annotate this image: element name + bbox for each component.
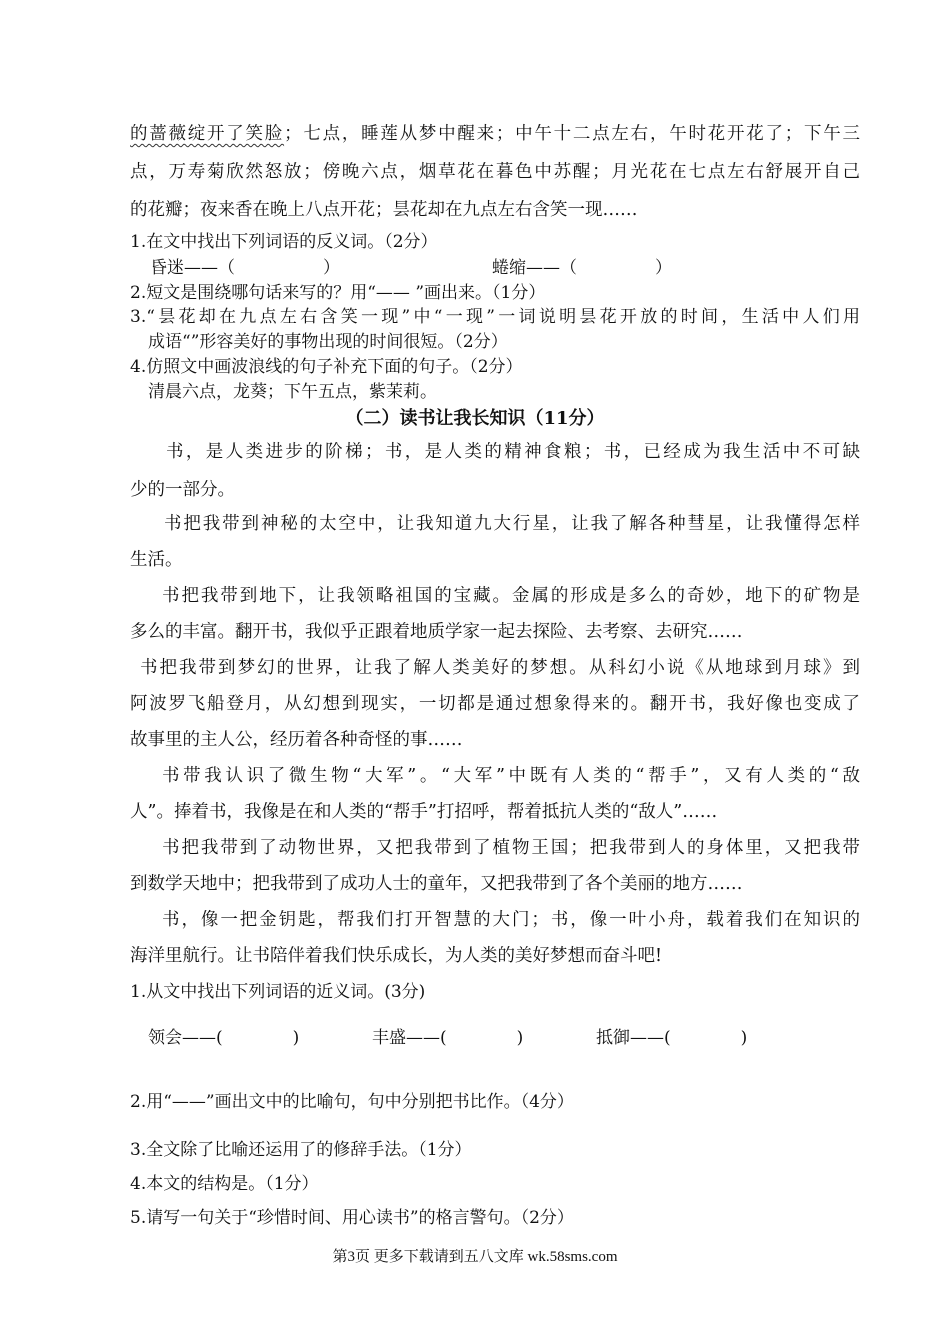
synonym-item-b: 丰盛——( ) [372,1028,524,1048]
question-1-2: 2.短文是围绕哪句话来写的？用“—— ”画出来。（1分） [130,283,546,303]
s2-para6-line1: 书把我带到了动物世界，又把我带到了植物王国；把我带到人的身体里，又把我带 [162,838,860,858]
s2-para3-line1: 书把我带到地下，让我领略祖国的宝藏。金属的形成是多么的奇妙，地下的矿物是 [162,586,860,606]
s2-para1-line1: 书，是人类进步的阶梯；书，是人类的精神食粮；书，已经成为我生活中不可缺 [166,442,860,462]
passage1-line1: 的蔷薇绽开了笑脸；七点，睡莲从梦中醒来；中午十二点左右，午时花开花了；下午三 [130,124,861,144]
passage1-line2: 点，万寿菊欣然怒放；傍晚六点，烟草花在暮色中苏醒；月光花在七点左右舒展开自己 [130,162,860,182]
s2-para7-line2: 海洋里航行。让书陪伴着我们快乐成长，为人类的美好梦想而奋斗吧! [130,946,663,966]
s2-para4-line1: 书把我带到梦幻的世界，让我了解人类美好的梦想。从科幻小说《从地球到月球》到 [140,658,860,678]
question-2-1: 1.从文中找出下列词语的近义词。(3分) [130,982,426,1002]
s2-para3-line2: 多么的丰富。翻开书，我似乎正跟着地质学家一起去探险、去考察、去研究…… [130,622,743,642]
antonym-item-b: 蜷缩——（ ） [492,258,672,278]
s2-para7-line1: 书，像一把金钥匙，帮我们打开智慧的大门；书，像一叶小舟，载着我们在知识的 [162,910,860,930]
s2-para2-line2: 生活。 [130,550,183,570]
page-footer: 第3页 更多下载请到五八文库 wk.58sms.com [332,1249,618,1265]
question-1-1: 1.在文中找出下列词语的反义词。（2分） [130,232,438,252]
synonym-item-a: 领会——( ) [148,1028,300,1048]
passage1-line3: 的花瓣；夜来香在晚上八点开花；昙花却在九点左右含笑一现…… [130,200,638,220]
s2-para5-line1: 书带我认识了微生物“大军”。“大军”中既有人类的“帮手”，又有人类的“敌 [162,766,860,786]
question-2-3: 3.全文除了比喻还运用了的修辞手法。（1分） [130,1140,472,1160]
question-2-2: 2.用“——”画出文中的比喻句，句中分别把书比作。（4分） [130,1092,574,1112]
question-1-3-line1: 3.“昙花却在九点左右含笑一现”中“一现”一词说明昙花开放的时间，生活中人们用 [130,307,860,327]
question-2-4: 4.本文的结构是。（1分） [130,1174,319,1194]
wavy-underlined-sentence: 的蔷薇绽开了笑脸 [130,124,285,144]
section-2-title: （二）读书让我长知识（11分） [345,408,605,429]
question-2-5: 5.请写一句关于“珍惜时间、用心读书”的格言警句。（2分） [130,1208,574,1228]
question-1-4-prompt: 清晨六点，龙葵；下午五点，紫茉莉。 [148,382,437,402]
question-1-4: 4.仿照文中画波浪线的句子补充下面的句子。（2分） [130,357,523,377]
s2-para5-line2: 人”。捧着书，我像是在和人类的“帮手”打招呼，帮着抵抗人类的“敌人”…… [130,802,718,822]
s2-para6-line2: 到数学天地中；把我带到了成功人士的童年，又把我带到了各个美丽的地方…… [130,874,743,894]
s2-para4-line3: 故事里的主人公，经历着各种奇怪的事…… [130,730,463,750]
question-1-3-line2: 成语“”形容美好的事物出现的时间很短。（2分） [148,332,508,352]
antonym-item-a: 昏迷——（ ） [150,258,340,278]
s2-para1-line2: 少的一部分。 [130,480,235,500]
s2-para2-line1: 书把我带到神秘的太空中，让我知道九大行星，让我了解各种彗星，让我懂得怎样 [164,514,860,534]
synonym-item-c: 抵御——( ) [596,1028,748,1048]
s2-para4-line2: 阿波罗飞船登月，从幻想到现实，一切都是通过想象得来的。翻开书，我好像也变成了 [130,694,860,714]
